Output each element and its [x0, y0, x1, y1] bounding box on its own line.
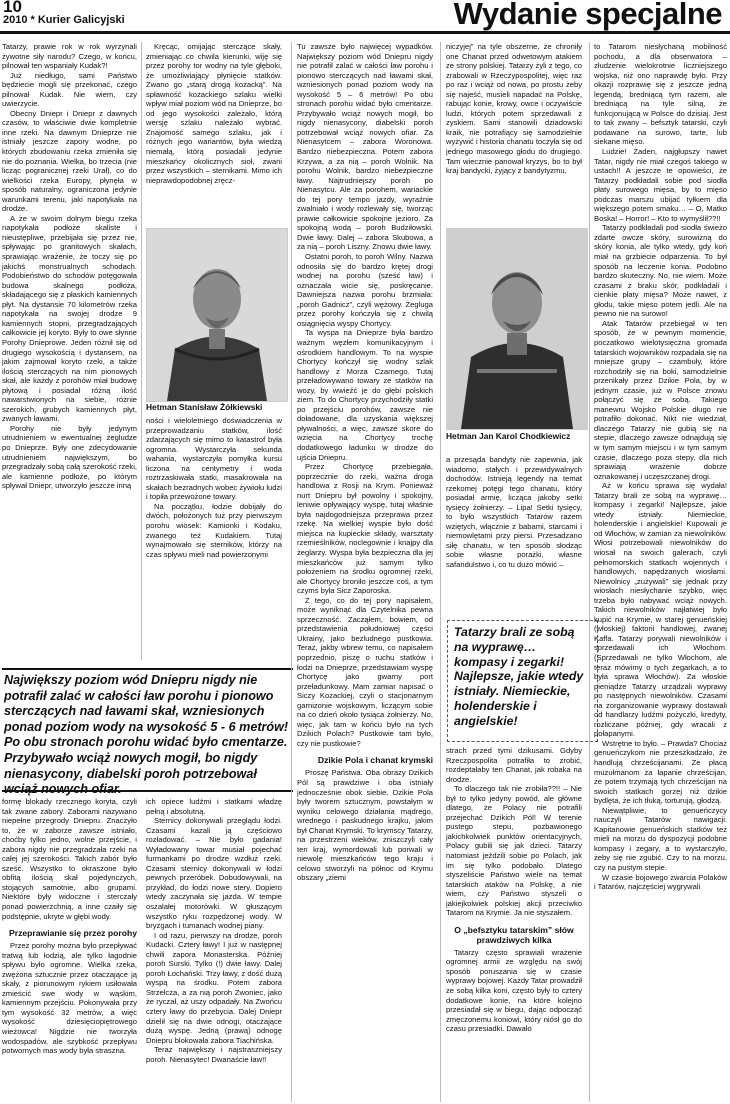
paragraph: Ludzie! Żaden, najgłupszy nawet Tatar, nigdy nie miał czegoś takiego w ustach!! A jeszcze te opowieści, że Tatarzy podkładali sobie pod siodła płaty surowego mięsa, by to mięso podczas marszu ubijać tyłkiem dla większego potem smaku… – O, Matko Boska! – Horror! – Kto to wymyślił??!! [594, 147, 727, 223]
column-divider [440, 42, 441, 1102]
paragraph: Sternicy dokonywali przeglądu łodzi. Czasami kazali ją częściowo rozładować. – Nie było gadania! Wyładowany towar musiał pojechać furmankami po drodze wzdłuż rzeki. Czasami sternicy dokonywali w łodzi pewnych przeróbek. Dobudowywali, na przykład, do łodzi nowe stery. Dopiero wtedy zaczynała się jazda. W tempie oszalałej motorówki. W głuszącym wszystko ryku rozpędzonej wody. W bryzgach i tumanach wodnej piany. [146, 816, 282, 931]
page-header [0, 0, 730, 34]
portrait-chodkiewicz [446, 228, 588, 430]
portrait-zolkiewski [146, 228, 288, 402]
column-2-mid [146, 416, 282, 660]
paragraph: strach przed tymi dzikusami. Gdyby Rzeczpospolita potrafiła to zrobić, rozdeptałaby ten Chanat, jak robaka na drodze. [446, 746, 582, 784]
column-4-top [446, 42, 582, 226]
subheading: Przeprawianie się przez porohy [9, 928, 137, 939]
paragraph: Na początku, łodzie dobijały do dwóch, położonych tuż przy pierwszym porohu wiosek: Kamionki i Kodaku, zwanego też Kudakiem. Tutaj wynajmowało się sterników, którzy na czas spływu mieli nad powierzonymi [146, 501, 282, 559]
paragraph: Porohy nie były jedynym utrudnieniem w ewentualnej żegludze po Dnieprze. Były one zdecydowanie utrudnieniem największym, bo przegradzały sobą całą szerokość rzeki, ale kamienne podłoże, po którym spływał Dniepr, utworzyło jeszcze inną [2, 423, 137, 491]
paragraph: A że w swoim dolnym biegu rzeka napotykała podłoże skaliste i nieustępliwe, przebijała się przez nie, spływając po granitowych skałach, sprawiając wrażenie, że toczy się po jakichś monstrualnych schodach. Podobieństwo do schodów potęgowała budowa skalnego podłoża, składającego się z płaskich kamiennych płyt. Na dystansie 70 kilometrów rzeka napotykała na swojej drodze 9 kamiennych stopni, przegradzających całkowicie jej koryto. Były to owe słynne Porohy Dnieprowe. Jeden różnił się od drugiego wysokością i dystansem, na jakim zajmował koryto rzeki, a także ilością sterczących na nim pionowych skał, ale każdy z porohów miał budowę płytową i posiadał różną ilość nawarstwionych na siebie, różnie szerokich, grubych kamiennych płyt, zwanych ławami. [2, 213, 137, 424]
paragraph: Tatarzy, prawie rok w rok wyrzynali żywotne siły narodu? Czego, w końcu, pilnował ten wspaniały Kudak?! [2, 42, 137, 71]
paragraph: Z tego, co do tej pory napisałem, może wyniknąć dla Czytelnika pewna sprzeczność. Zacząłem, bowiem, od przedstawienia południowej części Ukrainy, jako bezludnego pustkowia. Teraz, jakby wbrew temu, co napisałem poprzednio, piszę o ruchu statków i łodzi na Dnieprze, przedstawiam wyspę Chortycę jako gwarny port przeładunkowy. Mam zamiar napisać o Siczy Kozackiej, czyli o stacjonarnym garnizonie wojskowym, liczącym sobie na co dzień około tysiąca żołnierzy. No, więc, jak tam w końcu było na tych Dzikich Polach? Pustkowie tam było, czy nie pustkowie? [297, 595, 433, 748]
paragraph: Tu zawsze było najwięcej wypadków. Największy poziom wód Dniepru nigdy nie potrafił zalać w całości ław porohu i pionowo sterczących nad ławami skał, wzniesionych ponad poziom wody na wysokość 5 – 6 metrów! Po obu stronach porohu widać było cmentarze. Przybywało wciąż nowych mogił, bo nigdy nienasycony, diabelski poroh potrzebował wciąż nowych ofiar. Za Nienasytcem – zabora Woronowa. Bardzo niebezpieczna. Potem zabora Krzywa, a za nią – poroh Wolnik. Na porohu Wolnik, bardzo niebezpieczne ławy. Najtrudniejszy poroh po Nienasytcu. Ale za porohem, wariackie do tej pory tempo jazdy, wyraźnie zwalniało i wody rozlewały się, tworząc prawie całkowicie spokojne jezioro. Za spokojną wodą – poroh Budziłowski. Dwie ławy. Dalej – zabora Skubowa, a za nią – poroh Liszny. Znowu dwie ławy. [297, 42, 433, 252]
column-1 [2, 42, 137, 660]
masthead: 2010 * Kurier Galicyjski [3, 14, 125, 26]
column-divider [291, 42, 292, 1102]
paragraph: niczyjej” na tyle obszerne, że chroniły one Chanat przed odwetowym atakiem ze strony polskiej. Tatarzy żyli z tego, co zrabowali w Rzeczypospolitej, więc raz po raz i wciąż od nowa, po prostu żeby się najeść, musieli napadać na Polskę, rabując konie, krowy, owce i oczywiście ludzi, których potem sprzedawali z zyskiem. Sami stanowili dziadowski kraik, nie potrafiący się samodzielnie wyżywić i historia chanatu toczyła się od jednego masowego głodu do drugiego. Tam wiecznie panował kryzys, bo to był kraj bandycki, żyjący z bandytyzmu, [446, 42, 582, 176]
edition-title: Wydanie specjalne [453, 0, 722, 31]
paragraph: Ta wyspa na Dnieprze była bardzo ważnym węzłem komunikacyjnym i ośrodkiem handlowym. To na wyspie Chortycy kończył się wodny szlak handlowy z Morza Czarnego. Tutaj przeładowywano towary ze statków na wozy, by wwieźć je do głębi polskich ziem. To do Chortycy przychodziły statki po przejściu porohów, zawsze nie doładowane, dla uzyskania większej pływalności, a więc, zawsze skore do wzięcia na Chortycy trochę dodatkowego ładunku w drodze do ujścia Dniepru. [297, 328, 433, 462]
column-3 [297, 42, 433, 1102]
paragraph: Ostatni poroh, to poroh Wilny. Nazwa odnosiła się do bardzo krętej drogi wodnej na porohu (sześć ław) i oznaczała wicie się, poskręcanie. Dawniejsza nazwa porohu brzmiała: „poroh Gadnicz”, czyli wężowy. Żegluga przez porohy kończyła się z chwilą osiągnięcia wyspy Chortycy. [297, 252, 433, 328]
paragraph: To dlaczego tak nie zrobiła??!! – Nie był to tylko jedyny powód, ale główne dlatego, że Polacy nie potrafili przejechać Dzikich Pól! W terenie pustego stepu, pozbawionego jakichkolwiek punktów orientacyjnych, Polacy gubili się jak dzieci. Tatarzy natomiast jeździli sobie po Polach, jak im się tylko podobało. Dlatego styszeliście Państwo wiele na temat tatarskich ataków na Polskę, a nie wiem, czy Państwo styszeli o jakiejkolwiek polskiej akcji przeciwko Tatarom na Krymie. Ja nie styszałem. [446, 784, 582, 918]
column-divider [589, 42, 590, 1102]
column-2-top [146, 42, 282, 226]
column-divider [141, 42, 142, 660]
paragraph: Obecny Dniepr i Dniepr z dawnych czasów, to właściwie dwie kompletnie inne rzeki. Na dawnym Dnieprze nie istniały jeszcze zapory wodne, po których zbudowaniu rzeka zmieniła się nie do poznania. Wielka, bo trzecia (nie licząc pogranicznej rzeki Urał), co do wielkości rzeka Europy, płynęła w sposób naturalny, ograniczona jedynie warunkami terenu, jaki napotykała na drodze. [2, 108, 137, 214]
paragraph: Niewątpliwie, to genueńczycy nauczyli Tatarów nawigacji. Kapitanowie genueńskich statków też mieli na morzu do dyspozycji podobne kompasy i zegary, a to wystarczyło, żeby się nie zgubić. Czy to na morzu, czy na pustym stepie. [594, 805, 727, 873]
portrait-chodkiewicz-image [447, 229, 587, 429]
paragraph: a przesąda bandyty nie zapewnia, jak wiadomo, stałych i przewidywalnych dochodów. Istnieją legendy na temat rzekomej potęgi tego chanatu, który posiadał armię, licząca jakoby setki tysięcy żołnierzy. – Lipa! Setki tysięcy, to było wszystkich Tatarów razem wziętych, włącznie z babami, starcami i niemowlętami przy piersi. Przesadzano siłę chanatu, w ten sposób słodząc sobie własne porażki, własne safandulstwo i, co tu dużo mówić – [446, 455, 582, 570]
column-5 [594, 42, 727, 1102]
paragraph: ich opiece ludźmi i statkami władzę pełną i absolutną. [146, 797, 282, 816]
paragraph: Aż w końcu sprawa się wydała! Tatarzy brali ze sobą na wyprawę… kompasy i zegarki! Najlepsze, jakie wtedy istniały. Niemieckie, holenderskie i angielskie! Kupowali je od Włochów, w zamian za niewolników. Włosi potrzebowali niewolników do wiosał na swoich galerach, czyli pełnomorskich statkach wojennych i handlowych, napędzanych wiosłami. Niewolnicy „zużywali” się jednak przy wiosłach niesłychanie szybko, więc trzeba było nabywać wciąż nowych. Takich niewolników najłatwiej było kupić na Krymie, w starej genueńskiej (włoskiej) faktorii handlowej, zwanej Kaffa. Tatarzy porywali niewolników i sprzedawali ich Włochom. (Sprzedawali ne tylko Włochom, ale teraz mówimy o tych zegarkach, a to była sprawa Włochów). Za włoskie pieniądze Tatarzy urządzali wyprawy po następnych niewolników. Czasami na zorganizowanie wyprawy dostawali od handlarzy ludźmi pożyczki, kredyty, rozliczane później, gdy wracali z połapanymi. [594, 481, 727, 739]
pull-quote-1: Największy poziom wód Dniepru nigdy nie potrafił zalać w całości ław porohu i pionowo sterczących nad ławami skał, wzniesionych ponad poziom wody na wysokość 5 - 6 metrów! Po obu stronach porohu widać było cmentarze. Przybywało wciąż nowych mogił, bo nigdy nienasycony, diabelski poroh potrzebował wciąż nowych ofiar. [2, 668, 293, 792]
paragraph: Atak Tatarów przebiegał w ten sposób, że w pewnym momencie, poczatkowo wielotysięczna gromada tatarskich wojowników rozpadała się na mniejsze grupy – czambuły, które rozchodziły się na boki, samodzielnie przenikały przez Dzikie Pola, by w jednym czasie, już w Polsce znowu połączyć się ze sobą. Takiego manewru Wojsko Polskie długo nie potrafiło dokonać. Nikt nie wiedział, dlaczego Tatarzy nie gubią się na stepie, dlaczego zawsze odnajdują się w tym samym miejscu i w tym samym czasie, dlaczego poza stepy, dla nich sprawiają wrażenie dobrze oznakowanej i uczęszczanej drogi. [594, 318, 727, 481]
paragraph: I od razu, pierwszy na drodze, poroh Kudacki. Cztery ławy! I już w następnej chwili zapora Monasterska. Później poroh Surski. Tylko (!) dwie ławy. Dalej poroh Łochański. Trzy ławy, z dość dużą wyspą na środku. Potem zabora Strzelcza, a za nią poroh Zwoniec, jako że ryczał, aż uszy odpadały. Na Zwońcu cztery ławy do przebycia. Dalej Dniepr dzielił się na dwie odnogi, otaczające dużą wyspę. Jedną (prawą) odnogę Dniepru blokowała zabora Tiachińska. [146, 930, 282, 1045]
subheading: O „befsztyku tatarskim” słów prawdziwych kilka [454, 924, 574, 945]
paragraph: W czasie bojowego zwarcia Polaków i Tatarów, najczęściej wygrywali [594, 872, 727, 892]
header-rule [0, 31, 730, 34]
column-2-bottom [146, 797, 282, 1102]
column-1-bottom [2, 797, 137, 1102]
page-number: 10 [3, 0, 22, 16]
paragraph: Proszę Państwa. Oba obrazy Dzikich Pól są prawdziwe i oba istniały jednocześnie obok siebie. Dzikie Pola były tworem sztucznym, powstałym w wyniku celowego działania mądrego, wrednego i paskudnego krajku, jakim był Chanat Krymski. To krymscy Tatarzy, na przestrzeni wieków, zniszczyli cały ten kraj, wymordowali lub porwali w niewolę mieszkańców tego kraju i celowo stworzyli na północ od Krymu obszary „ziemi [297, 768, 433, 883]
paragraph: Kręcąc, omijając sterczące skały, zmieniając co chwila kierunki, wiję się przez porohy tor wodny na tyle głęboki, że umożliwiający płynięcie statków. Zwano go „starą drogą kozacką”. Na spławność kozackiego szlaku wielki wpływ miał poziom wód na Dnieprze, bo od jego wysokości zależało, którą wersję szlaku należało wybrać. Znajomość samego szlaku, jak i różnych jego wariantów, była wiedzą niemałą, którą posiadali jedynie mieszkańcy okolicznych sioł, zwani przez wszystkich – sternikami. Mimo ich nieprawdopodobnej zręcz- [146, 42, 282, 185]
paragraph: formę blokady rzecznego koryta, czyli tak zwane zabory. Zaborami nazywano niepełne przegrody Dniepru. Znaczyło to, że w zaborze zawsze istniało, choćby tylko jedno, wolne przejście, i zabora nigdy nie przegradzała rzeki na całej jej szerokości. Takich zabór było sześć. Wszystko to okraszone było obfitą ilością skał pojedynczych, stojących samotnie, albo grupami. Niektóre były widoczne i sterczały ponad powierzchnią, a inne czaiły się podstępnie, ukryte w głębi wody. [2, 797, 137, 921]
paragraph: Teraz największy i najstraszniejszy poroh. Nienasytec! Dwanaście ław!! [146, 1045, 282, 1064]
paragraph: Przez porohy można było przepływać tratwą lub łodzią, ale tylko łagodnie spływu było ogromne. Wielka rzeka, zwężona sztucznie przez otaczające ją skały, z piorunowym rykiem usiłowała zmieścić swe wody w wąskim, kamiennym przejściu. Pokonywała przy tym wysokość 32 metrów, a więc wysokość dziesięciopiętrowego wieżowca! Nigdzie nie tworzyła wodospadów, ale szybkość przepływu potwornych mas wody była straszna. [2, 941, 137, 1056]
paragraph: ności i wieloletniego doświadczenia w przeprowadzaniu statków, ilość zdarzających się mimo to katastrof była ogromna. Wystarczyła sekunda wahania, wystarczyła pomyłka kursu liczona na centymetry i woda roztrzaskiwała statki, masakrowała na skałach bezradnych wobec żywiołu ludzi i topiła przewożone towary. [146, 416, 282, 502]
column-4-bottom [446, 746, 582, 1102]
subheading: Dzikie Pola i chanat krymski [317, 755, 433, 766]
portrait-zolkiewski-image [147, 229, 287, 401]
paragraph: Już niedługo, sami Państwo będziecie mogli się przekonać, czego pilnował Kudak. Nie wiem, czy uwierzycie. [2, 70, 137, 109]
paragraph: to Tatarom niesłychaną mobilność pochodu, a dla obserwatora – złudzenie wielokrotnie liczniejszego wojska, niż ono naprawdę było. Przy okazji rozprawię się z jeszcze jedną legendą, bredniącą tym razem, ale bredniącą na tyle silną, że funkcjonującą w Polsce do dzisiaj. Jest to tak zwany – befsztyk tatarski, czyli podawane na surowo, tarte, lub siekane mięso. [594, 42, 727, 147]
portrait-caption: Hetman Jan Karol Chodkiewicz [446, 431, 571, 441]
paragraph: Tatarzy często sprawiali wrażenie ogromnej armii ze względu na swój sposób poruszania się w czasie wyprawy bojowej. Każdy Tatar prowadził ze sobą kilka koni, często były to cztery dodatkowe konie, na które kolejno przesiadał się w biegu, dając odpocząć zmęczonemu koniowi, który niósł go do czasu przesiadki. Dawało [446, 947, 582, 1034]
paragraph: Przez Chortycę przebiegała, poprzecznie do rzeki, ważna droga handlowa z Rosji na Krym. Ponieważ nurt Dniepru był powolny i spokojny, leniwie opływający wyspę, tutaj właśnie była najdogodniejsza przeprawa przez rzekę. Na wielkiej wyspie było dość miejsca na kupieckie składy, warsztaty rzemieślników, noclegownie i knajpy dla żeglarzy. Wyspa była bezpieczna dla jej mieszkańców już samym tylko położeniem na środku ogromnej rzeki, ale Chortycy broniło jeszcze coś, a tym czymś była Sicz Zaporoska. [297, 462, 433, 596]
pull-quote-2: Tatarzy brali ze sobą na wyprawę… kompasy i zegarki! Najlepsze, jakie wtedy istniały. Niemieckie, holenderskie i angielskie! [447, 620, 598, 742]
paragraph: Wstrętne to było. – Prawda? Chociaż genueńczykom nie przeszkadzało, że handlują chrześcijanami. Ze płacą muzułmanom za łapanie chrześcijan, że potem trzymają tych chrześcijan na swoich statkach gorzej niż dzikie bydlęta, że ich tłuką, torturują, głodzą. [594, 738, 727, 806]
paragraph: Tatarzy podkładali pod siodła świeżo zdarte owcze skóry, surowizną do skóry konia, ale tylko wtedy, gdy koń miał na grzbiecie odparzenia. To był sposób na leczenie konia. Podobno bardzo skuteczny. No, nie wiem. Może czasami z braku skór, podkładali i cienkie płaty mięsa? Może nawet, z głodu, takie mięso potem jedli. Ale na pewno nie na surowo! [594, 223, 727, 319]
portrait-caption: Hetman Stanisław Żółkiewski [146, 402, 263, 412]
column-4-mid [446, 455, 582, 613]
